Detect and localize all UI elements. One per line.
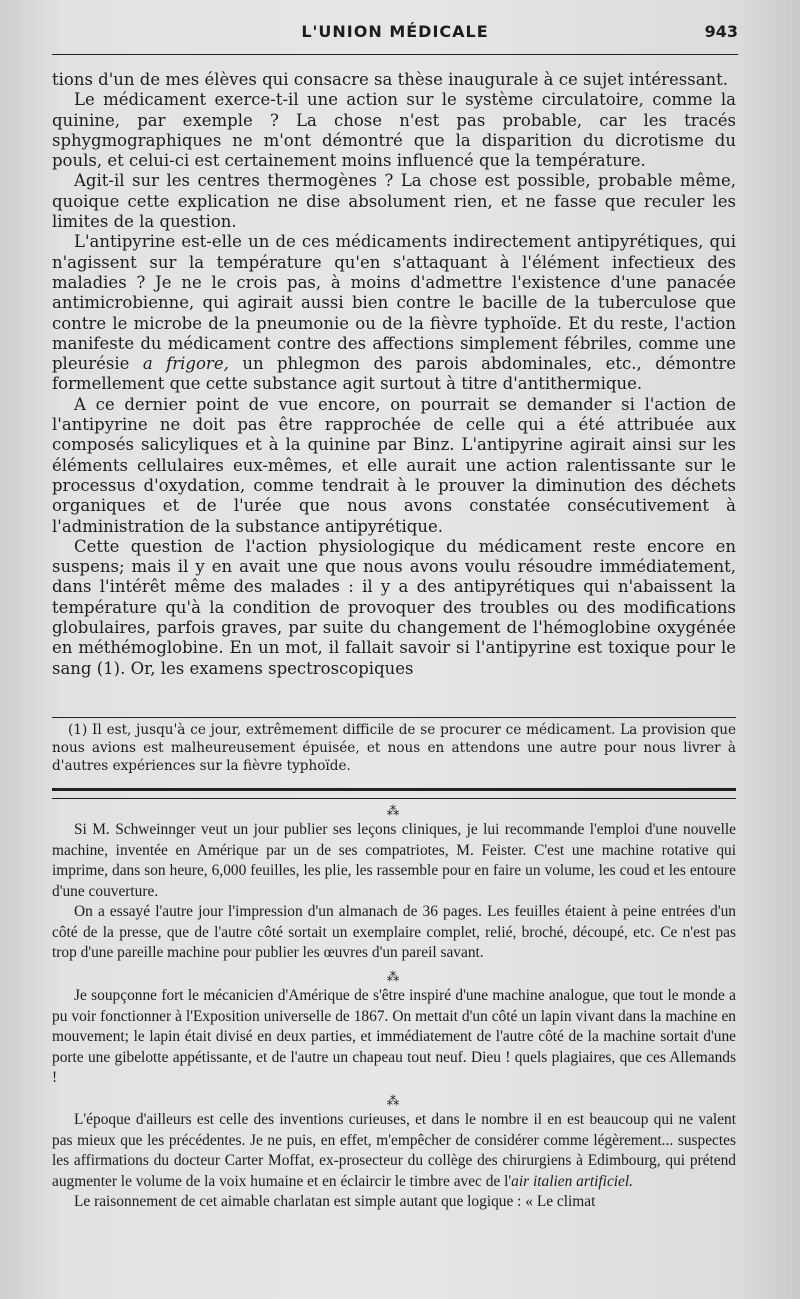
page-number: 943 [704,22,738,41]
footnote-text: (1) Il est, jusqu'à ce jour, extrêmement difficile de se procurer ce médicament. La provision que nous avions est malheureusement épuisée, et nous en attendons une autre pour nous livrer à d'autres expériences sur la fièvre typhoïde. [52,722,736,774]
feuilleton-paragraph-3: Je soupçonne fort le mécanicien d'Amérique de s'être inspiré d'une machine analogue, que tout le monde a pu voir fonctionner à l'Exposition universelle de 1867. On mettait d'un côté un lapin vivant dans la machine en mouvement; le lapin était divisé en deux parties, et immédiatement de l'autre côté de la machine sortait d'une porte une gibelotte appétissante, et de l'autre un chapeau tout neuf. Dieu ! quels plagiaires, que ces Allemands ! [52,987,736,1086]
running-head [52,22,738,46]
feuilleton-paragraph-4-italic: air italien artificiel. [511,1172,634,1190]
feuilleton-section-1 [52,804,736,964]
asterism-2: ⁂ [386,969,402,984]
feuilleton-paragraph-4 [52,1110,736,1192]
section-double-rule [52,788,736,799]
paragraph-4 [52,232,736,394]
feuilleton-section-3 [52,1094,736,1213]
paragraph-4-part-1: L'antipyrine est-elle un de ces médicaments indirectement antipyrétiques, qui n'agissent sur la température qu'en s'attaquant à l'élément infectieux des maladies ? Je ne le crois pas, à moins d'admettre l'existence d'une panacée antimicrobienne, qui agirait aussi bien contre le bacille de la tuberculose que contre le microbe de la pneumonie ou de la fièvre typhoïde. Et du reste, l'action manifeste du médicament contre des affections simplement fébriles, comme une pleurésie [52,232,736,374]
paragraph-4-part-2: un phlegmon des parois abdominales, etc., démontre formellement que cette substance agit surtout à titre d'antithermique. [52,354,737,394]
journal-title: L'UNION MÉDICALE [301,22,489,41]
paragraph-2: Le médicament exerce-t-il une action sur le système circulatoire, comme la quinine, par exemple ? La chose n'est pas probable, car les tracés sphygmographiques ne m'ont démontré que la disparition du dicrotisme du pouls, et celui-ci est certainement moins influencé que la température. [52,90,736,171]
feuilleton-paragraph-2: On a essayé l'autre jour l'impression d'un almanach de 36 pages. Les feuilles étaient à peine entrées d'un côté de la presse, que de l'autre côté sortait un exemplaire complet, relié, broché, découpé, etc. Ce n'est pas trop d'une pareille machine pour publier les œuvres d'un pareil savant. [52,903,736,961]
footnote [52,721,736,775]
feuilleton-paragraph-1: Si M. Schweinnger veut un jour publier ses leçons cliniques, je lui recommande l'emploi d'une nouvelle machine, inventée en Amérique par un de ses compatriotes, M. Feister. C'est une machine rotative qui imprime, dans son heure, 6,000 feuilles, les plie, les rassemble pour en faire un volume, les coud et les entoure d'une couverture. [52,821,736,900]
asterism-1: ⁂ [386,803,402,818]
feuilleton-paragraph-4-text: L'époque d'ailleurs est celle des inventions curieuses, et dans le nombre il en est beaucoup qui ne valent pas mieux que les précédentes. Je ne puis, en effet, m'empêcher de considérer comme légèrement... suspectes les affirmations du docteur Carter Moffat, ex-prosecteur du collège des chirurgiens à Edimbourg, qui prétend augmenter le volume de la voix humaine et en éclaircir le timbre avec de l' [52,1111,736,1190]
feuilleton-paragraph-5: Le raisonnement de cet aimable charlatan est simple autant que logique : « Le climat [74,1193,596,1210]
header-rule [52,54,738,55]
footnote-rule [52,717,736,718]
asterism-3: ⁂ [386,1093,402,1108]
paragraph-1: tions d'un de mes élèves qui consacre sa thèse inaugurale à ce sujet intéressant. [52,70,729,89]
paragraph-6: Cette question de l'action physiologique du médicament reste encore en suspens; mais il y en avait une que nous avons voulu résoudre immédiatement, dans l'intérêt même des malades : il y a des antipyrétiques qui n'abaissent la température qu'à la condition de provoquer des troubles ou des modifications globulaires, parfois graves, par suite du changement de l'hémoglobine oxygénée en méthémoglobine. En un mot, il fallait savoir si l'antipyrine est toxique pour le sang (1). Or, les examens spectroscopiques [52,536,736,678]
paragraph-5: A ce dernier point de vue encore, on pourrait se demander si l'action de l'antipyrine ne doit pas être rapprochée de celle qui a été attribuée aux composés salicyliques et à la quinine par Binz. L'antipyrine agirait ainsi sur les éléments cellulaires eux-mêmes, et elle aurait une action ralentissante sur le processus d'oxydation, comme tendrait à le prouver la diminution des déchets organiques et de l'urée que nous avons constatée consécutivement à l'administration de la substance antipyrétique. [52,394,736,536]
paragraph-3: Agit-il sur les centres thermogènes ? La chose est possible, probable même, quoique cette explication ne dise absolument rien, et ne fasse que reculer les limites de la question. [52,171,736,232]
article-body [52,70,736,679]
feuilleton-section-2 [52,970,736,1089]
paragraph-4-italic: a frigore, [142,354,229,374]
